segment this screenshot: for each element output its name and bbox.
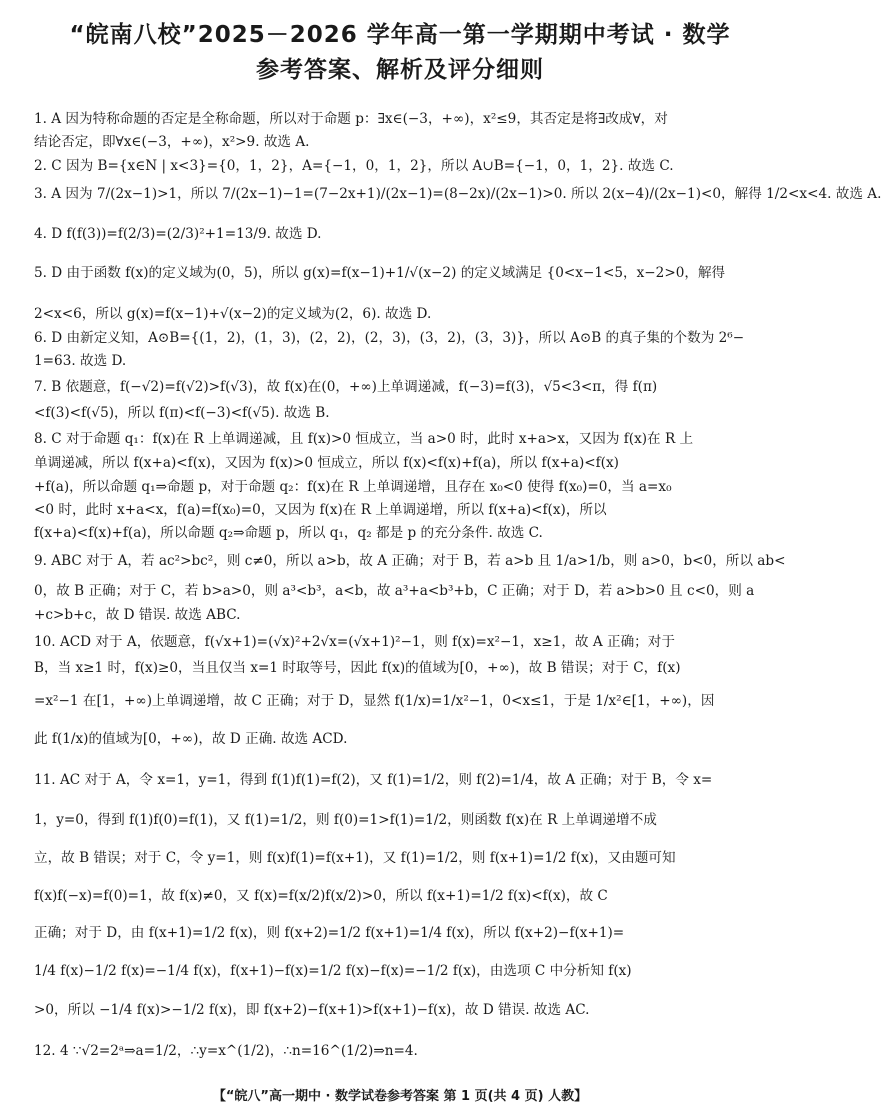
text-line: 5. D 由于函数 f(x)的定义域为(0，5)，所以 g(x)=f(x−1)+1/√(x−2) 的定义域满足 {0<x−1<5，x−2>0，解得 (34, 265, 726, 281)
text-line: 1，y=0，得到 f(1)f(0)=f(1)，又 f(1)=1/2，则 f(0)=1>f(1)=1/2，则函数 f(x)在 R 上单调递增不成 (34, 812, 657, 828)
text-line: <f(3)<f(√5)，所以 f(π)<f(−3)<f(√5). 故选 B. (34, 405, 330, 421)
text-line: +f(a)，所以命题 q₁⇒命题 p，对于命题 q₂：f(x)在 R 上单调递增，且存在 x₀<0 使得 f(x₀)=0，当 a=x₀ (34, 479, 672, 495)
text-line: 6. D 由新定义知，A⊙B={(1，2)，(1，3)，(2，2)，(2，3)，(3，2)，(3，3)}，所以 A⊙B 的真子集的个数为 2⁶− (34, 330, 745, 346)
text-line: 1. A 因为特称命题的否定是全称命题，所以对于命题 p：∃x∈(−3，+∞)，x²≤9，其否定是将∃改成∀，对 (34, 111, 668, 127)
text-line: 1=63. 故选 D. (34, 353, 127, 369)
text-line: 4. D f(f(3))=f(2/3)=(2/3)²+1=13/9. 故选 D. (34, 226, 322, 242)
document-subtitle: 参考答案、解析及评分细则 (256, 57, 544, 83)
text-line: <0 时，此时 x+a<x，f(a)=f(x₀)=0，又因为 f(x)在 R 上单调递增，所以 f(x+a)<f(x)，所以 (34, 502, 607, 518)
text-line: 2<x<6，所以 g(x)=f(x−1)+√(x−2)的定义域为(2，6). 故选 D. (34, 306, 432, 322)
text-line: 2. C 因为 B={x∈N | x<3}={0，1，2}，A={−1，0，1，2}，所以 A∪B={−1，0，1，2}. 故选 C. (34, 158, 674, 174)
text-line: f(x+a)<f(x)+f(a)，所以命题 q₂⇒命题 p，所以 q₁，q₂ 都是 p 的充分条件. 故选 C. (34, 525, 543, 541)
text-line: 结论否定，即∀x∈(−3，+∞)，x²>9. 故选 A. (34, 134, 310, 150)
text-line: 8. C 对于命题 q₁：f(x)在 R 上单调递减，且 f(x)>0 恒成立，当 a>0 时，此时 x+a>x，又因为 f(x)在 R 上 (34, 431, 694, 447)
text-line: 单调递减，所以 f(x+a)<f(x)，又因为 f(x)>0 恒成立，所以 f(x)<f(x)+f(a)，所以 f(x+a)<f(x) (34, 455, 619, 471)
text-line: 立，故 B 错误；对于 C，令 y=1，则 f(x)f(1)=f(x+1)，又 f(1)=1/2，则 f(x+1)=1/2 f(x)，又由题可知 (34, 850, 676, 866)
text-line: =x²−1 在[1，+∞)上单调递增，故 C 正确；对于 D，显然 f(1/x)=1/x²−1，0<x≤1，于是 1/x²∈[1，+∞)，因 (34, 693, 715, 709)
text-line: 9. ABC 对于 A，若 ac²>bc²，则 c≠0，所以 a>b，故 A 正确；对于 B，若 a>b 且 1/a>1/b，则 a>0，b<0，所以 ab< (34, 553, 786, 569)
text-line: 正确；对于 D，由 f(x+1)=1/2 f(x)，则 f(x+2)=1/2 f(x+1)=1/4 f(x)，所以 f(x+2)−f(x+1)= (34, 925, 625, 941)
text-line: f(x)f(−x)=f(0)=1，故 f(x)≠0，又 f(x)=f(x/2)f(x/2)>0，所以 f(x+1)=1/2 f(x)<f(x)，故 C (34, 888, 608, 904)
text-line: 10. ACD 对于 A，依题意，f(√x+1)=(√x)²+2√x=(√x+1)²−1，则 f(x)=x²−1，x≥1，故 A 正确；对于 (34, 634, 675, 650)
text-line: 0，故 B 正确；对于 C，若 b>a>0，则 a³<b³，a<b，故 a³+a<b³+b，C 正确；对于 D，若 a>b>0 且 c<0，则 a (34, 583, 755, 599)
text-line: +c>b+c，故 D 错误. 故选 ABC. (34, 607, 241, 623)
text-line: >0，所以 −1/4 f(x)>−1/2 f(x)，即 f(x+2)−f(x+1)>f(x+1)−f(x)，故 D 错误. 故选 AC. (34, 1002, 590, 1018)
text-line: 11. AC 对于 A，令 x=1，y=1，得到 f(1)f(1)=f(2)，又 f(1)=1/2，则 f(2)=1/4，故 A 正确；对于 B，令 x= (34, 772, 713, 788)
text-line: 7. B 依题意，f(−√2)=f(√2)>f(√3)，故 f(x)在(0，+∞)上单调递减，f(−3)=f(3)，√5<3<π，得 f(π) (34, 379, 658, 395)
text-line: 1/4 f(x)−1/2 f(x)=−1/4 f(x)，f(x+1)−f(x)=1/2 f(x)−f(x)=−1/2 f(x)，由选项 C 中分析知 f(x) (34, 963, 632, 979)
text-line: 12. 4 ∵√2=2ᵃ⇒a=1/2，∴y=x^(1/2)，∴n=16^(1/2)⇒n=4. (34, 1043, 418, 1059)
text-line: 此 f(1/x)的值域为[0，+∞)，故 D 正确. 故选 ACD. (34, 731, 348, 747)
document-title: “皖南八校”2025－2026 学年高一第一学期期中考试 · 数学 (69, 22, 731, 48)
page-footer: 【“皖八”高一期中 · 数学试卷参考答案 第 1 页(共 4 页) 人教】 (212, 1089, 588, 1104)
text-line: B，当 x≥1 时，f(x)≥0，当且仅当 x=1 时取等号，因此 f(x)的值域为[0，+∞)，故 B 错误；对于 C，f(x) (34, 660, 681, 676)
text-line: 3. A 因为 7/(2x−1)>1，所以 7/(2x−1)−1=(7−2x+1)/(2x−1)=(8−2x)/(2x−1)>0. 所以 2(x−4)/(2x−1)<0，解得 1/2<x<4. 故选 A. (34, 186, 881, 202)
